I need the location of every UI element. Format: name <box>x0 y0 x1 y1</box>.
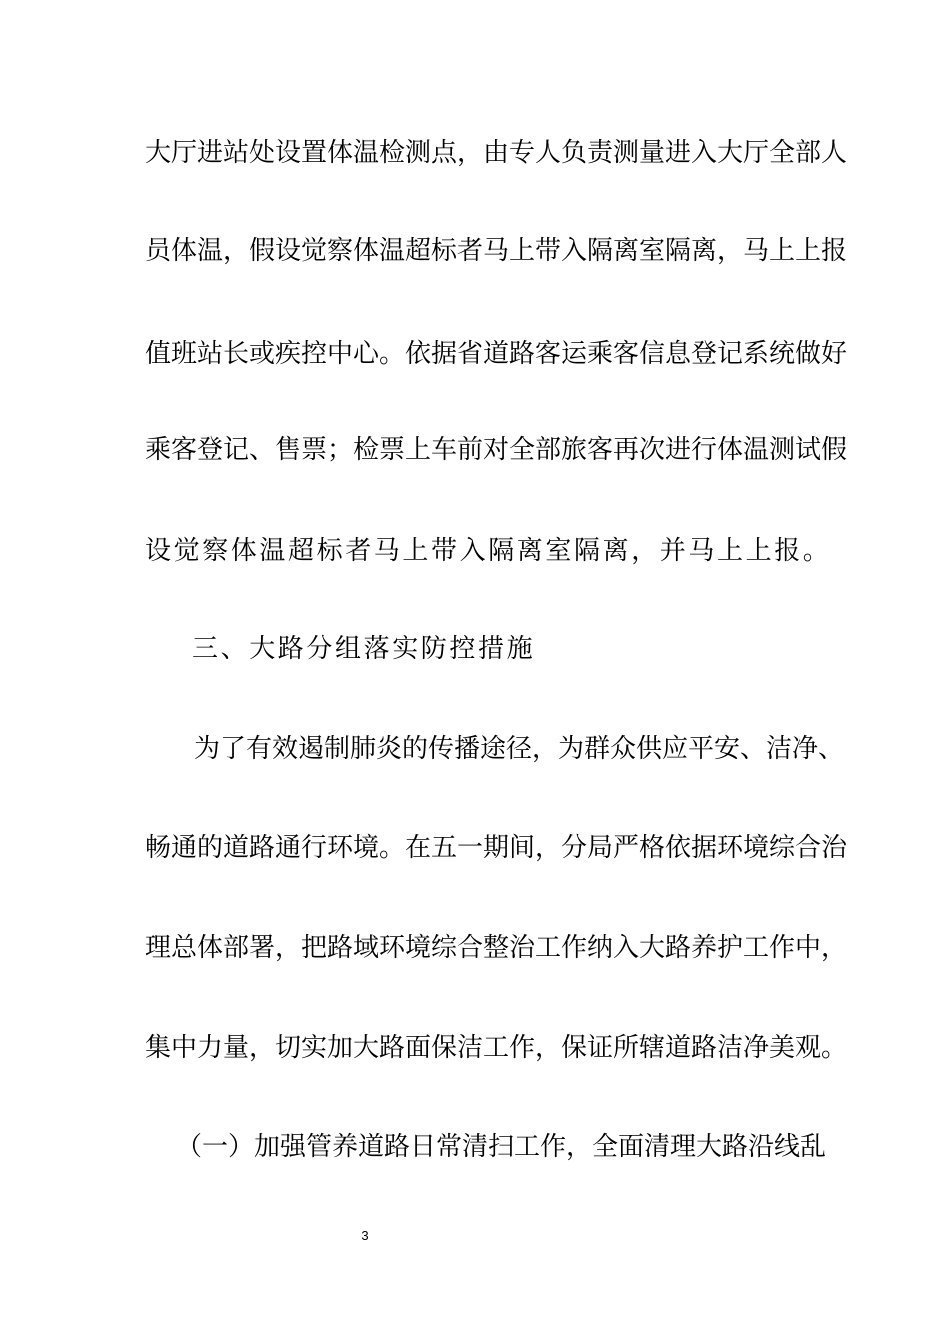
paragraph-line: 为了有效遏制肺炎的传播途径，为群众供应平安、洁净、 <box>194 734 845 764</box>
section-heading: 三、大路分组落实防控措施 <box>192 634 536 664</box>
paragraph-line: 理总体部署，把路域环境综合整治工作纳入大路养护工作中， <box>145 933 848 963</box>
paragraph-line: 值班站长或疾控中心。依据省道路客运乘客信息登记系统做好 <box>145 339 848 369</box>
page-number: 3 <box>361 1228 369 1243</box>
paragraph-line: 大厅进站处设置体温检测点，由专人负责测量进入大厅全部人 <box>145 138 848 168</box>
paragraph-line: 畅通的道路通行环境。在五一期间，分局严格依据环境综合治 <box>145 833 848 863</box>
subsection-line: （一）加强管养道路日常清扫工作，全面清理大路沿线乱 <box>176 1132 827 1162</box>
paragraph-line: 员体温，假设觉察体温超标者马上带入隔离室隔离，马上上报 <box>145 236 848 266</box>
paragraph-line: 乘客登记、售票；检票上车前对全部旅客再次进行体温测试假 <box>145 435 848 465</box>
paragraph-line: 集中力量，切实加大路面保洁工作，保证所辖道路洁净美观。 <box>145 1033 848 1063</box>
paragraph-line: 设觉察体温超标者马上带入隔离室隔离，并马上上报。 <box>145 536 832 566</box>
